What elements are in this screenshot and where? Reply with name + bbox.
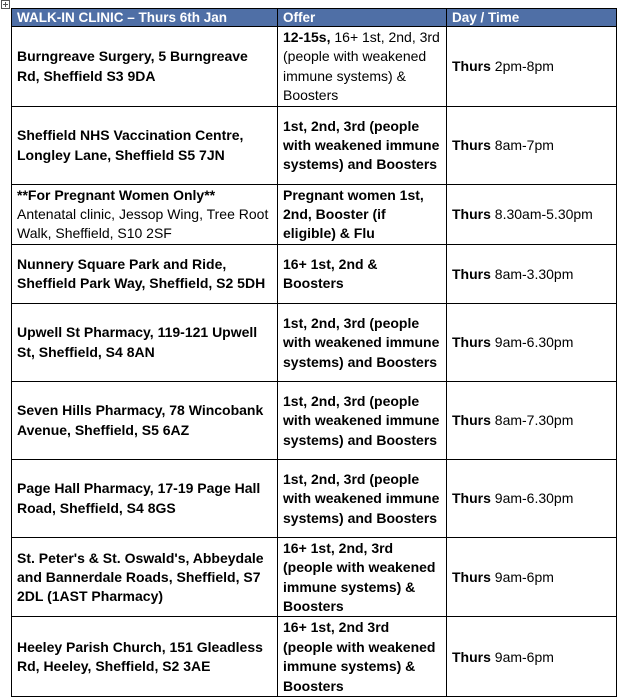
hours-label: 9am-6pm — [490, 568, 554, 585]
clinic-location: Seven Hills Pharmacy, 78 Wincobank Avenue, Sheffield, S5 6AZ — [17, 402, 264, 438]
table-row — [12, 244, 617, 303]
offer-bold: Pregnant women 1st, 2nd, Booster (if eligible) & Flu — [283, 186, 424, 242]
header-day-time: Day / Time — [447, 9, 617, 27]
day-time-cell — [447, 184, 617, 244]
hours-label: 8.30am-5.30pm — [490, 206, 593, 223]
hours-label: 8am-3.30pm — [490, 265, 574, 282]
day-label: Thurs — [452, 334, 491, 351]
hours-label: 9am-6pm — [490, 648, 554, 665]
offer-bold: 1st, 2nd, 3rd (people with weakened immune systems) and Boosters — [283, 117, 440, 173]
offer-cell — [278, 381, 447, 459]
offer-cell — [278, 106, 447, 184]
table-row — [12, 106, 617, 184]
table-row — [12, 381, 617, 459]
offer-cell — [278, 303, 447, 381]
hours-label: 9am-6.30pm — [490, 334, 574, 351]
table-row — [12, 27, 617, 107]
table-row — [12, 617, 617, 697]
clinic-location: Sheffield NHS Vaccination Centre, Longley Lane, Sheffield S5 7JN — [17, 127, 244, 163]
day-label: Thurs — [452, 265, 491, 282]
hours-label: 9am-6.30pm — [490, 490, 574, 507]
offer-cell — [278, 617, 447, 697]
offer-bold: 12-15s, — [283, 29, 331, 45]
offer-bold: 1st, 2nd, 3rd (people with weakened immune systems) and Boosters — [283, 314, 440, 370]
day-label: Thurs — [452, 206, 491, 223]
offer-cell — [278, 184, 447, 244]
table-row — [12, 184, 617, 244]
clinic-location-cell — [12, 303, 278, 381]
hours-label: 2pm-8pm — [490, 58, 554, 75]
table-row — [12, 459, 617, 537]
day-time-cell — [447, 459, 617, 537]
table-row — [12, 303, 617, 381]
table-row — [12, 537, 617, 617]
day-label: Thurs — [452, 648, 491, 665]
clinic-location-cell — [12, 106, 278, 184]
walk-in-clinic-table — [11, 8, 617, 697]
offer-cell — [278, 244, 447, 303]
clinic-location-cell — [12, 184, 278, 244]
offer-normal: 16+ 1st, 2nd, 3rd (people with weakened immune systems) & Boosters — [283, 29, 440, 104]
clinic-location: Burngreave Surgery, 5 Burngreave Rd, Sheffield S3 9DA — [17, 48, 248, 84]
clinic-location-cell — [12, 381, 278, 459]
offer-bold: 1st, 2nd, 3rd (people with weakened immune systems) and Boosters — [283, 470, 440, 526]
table-header-row — [12, 9, 617, 27]
table-move-handle-icon[interactable] — [1, 0, 10, 9]
clinic-location: Page Hall Pharmacy, 17-19 Page Hall Road, Sheffield, S4 8GS — [17, 480, 261, 516]
offer-bold: 16+ 1st, 2nd, 3rd (people with weakened immune systems) & Boosters — [283, 539, 436, 615]
day-time-cell — [447, 27, 617, 107]
day-label: Thurs — [452, 568, 491, 585]
header-offer: Offer — [278, 9, 447, 27]
clinic-location: Heeley Parish Church, 151 Gleadless Rd, Heeley, Sheffield, S2 3AE — [17, 638, 263, 675]
clinic-location-cell — [12, 617, 278, 697]
offer-bold: 16+ 1st, 2nd 3rd (people with weakened immune systems) & Boosters — [283, 619, 436, 694]
offer-cell — [278, 27, 447, 107]
clinic-location-cell — [12, 459, 278, 537]
day-time-cell — [447, 303, 617, 381]
day-label: Thurs — [452, 412, 491, 429]
header-location: WALK-IN CLINIC – Thurs 6th Jan — [12, 9, 278, 27]
day-time-cell — [447, 617, 617, 697]
clinic-location: **For Pregnant Women Only** — [17, 186, 216, 203]
clinic-location-note: Antenatal clinic, Jessop Wing, Tree Root Walk, Sheffield, S10 2SF — [17, 206, 269, 242]
day-label: Thurs — [452, 58, 491, 75]
day-time-cell — [447, 106, 617, 184]
clinic-location: Upwell St Pharmacy, 119-121 Upwell St, Sheffield, S4 8AN — [17, 324, 258, 360]
day-label: Thurs — [452, 490, 491, 507]
clinic-location-cell — [12, 244, 278, 303]
offer-bold: 1st, 2nd, 3rd (people with weakened immune systems) and Boosters — [283, 392, 440, 448]
clinic-location-cell — [12, 537, 278, 617]
clinic-location-cell — [12, 27, 278, 107]
day-label: Thurs — [452, 136, 491, 153]
day-time-cell — [447, 537, 617, 617]
day-time-cell — [447, 381, 617, 459]
clinic-location: St. Peter's & St. Oswald's, Abbeydale and Bannerdale Roads, Sheffield, S7 2DL (1AST Pharmacy) — [17, 549, 264, 605]
hours-label: 8am-7.30pm — [490, 412, 574, 429]
offer-cell — [278, 459, 447, 537]
offer-cell — [278, 537, 447, 617]
offer-bold: 16+ 1st, 2nd & Boosters — [283, 255, 378, 292]
hours-label: 8am-7pm — [490, 136, 554, 153]
day-time-cell — [447, 244, 617, 303]
clinic-location: Nunnery Square Park and Ride, Sheffield Park Way, Sheffield, S2 5DH — [17, 255, 266, 292]
